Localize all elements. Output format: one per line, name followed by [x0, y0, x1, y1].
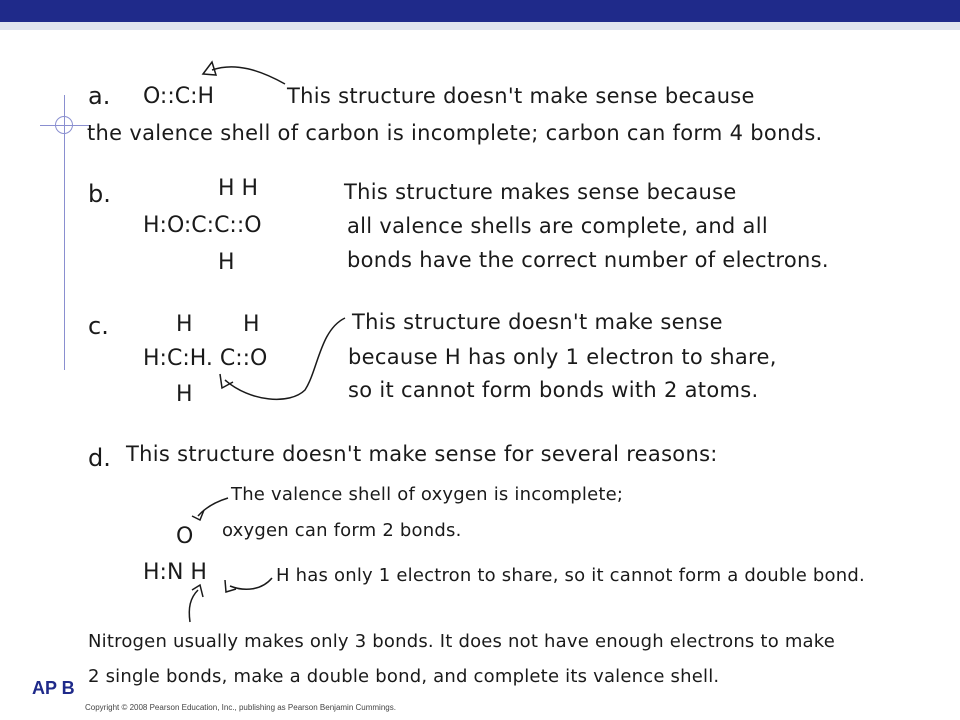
part-c-label: c.	[88, 312, 109, 340]
part-b-text-line2: all valence shells are complete, and all	[347, 214, 768, 238]
header-bar	[0, 0, 960, 22]
part-d-molecule: H:N H	[143, 560, 207, 585]
part-a-label: a.	[88, 82, 111, 110]
footer-course-label: AP B	[32, 678, 75, 698]
part-d-oxygen-note1: The valence shell of oxygen is incomplete;	[231, 484, 624, 505]
part-d-h-note: H has only 1 electron to share, so it cannot form a double bond.	[276, 565, 865, 586]
part-b-text-line1: This structure makes sense because	[344, 180, 737, 204]
part-a-text-line2: the valence shell of carbon is incomplete; carbon can form 4 bonds.	[87, 121, 823, 145]
part-b-label: b.	[88, 180, 111, 208]
part-a-text-line1: This structure doesn't make sense because	[287, 84, 755, 108]
copyright-notice: Copyright © 2008 Pearson Education, Inc., publishing as Pearson Benjamin Cummings.	[85, 703, 396, 712]
arrow-d-h-icon	[230, 578, 272, 589]
part-c-text-line1: This structure doesn't make sense	[352, 310, 723, 334]
part-c-text-line3: so it cannot form bonds with 2 atoms.	[348, 378, 759, 402]
part-d-oxygen-note2: oxygen can form 2 bonds.	[222, 520, 462, 541]
part-c-bottom-atom: H	[176, 382, 193, 407]
part-c-top-atom-left: H	[176, 312, 193, 337]
part-a-molecule: O::C:H	[143, 84, 215, 109]
part-c-molecule: H:C:H. C::O	[143, 346, 268, 371]
part-b-bottom-atom: H	[218, 250, 235, 275]
decorative-vertical-line	[64, 95, 65, 370]
part-d-intro: This structure doesn't make sense for several reasons:	[126, 442, 718, 466]
arrow-a-icon	[212, 67, 285, 84]
part-d-nitrogen-note2: 2 single bonds, make a double bond, and complete its valence shell.	[88, 666, 720, 687]
header-accent-bar	[0, 22, 960, 30]
part-d-label: d.	[88, 444, 111, 472]
part-d-oxygen: O	[176, 524, 194, 549]
arrow-d-nitrogen-icon	[189, 590, 198, 622]
part-c-text-line2: because H has only 1 electron to share,	[348, 345, 777, 369]
crosshair-icon	[55, 116, 73, 134]
part-b-molecule: H:O:C:C::O	[143, 213, 262, 238]
part-c-top-atom-right: H	[243, 312, 260, 337]
part-b-top-atoms: H H	[218, 176, 259, 201]
arrow-d-oxygen-icon	[198, 498, 228, 516]
part-d-nitrogen-note1: Nitrogen usually makes only 3 bonds. It does not have enough electrons to make	[88, 631, 836, 652]
part-b-text-line3: bonds have the correct number of electrons.	[347, 248, 829, 272]
